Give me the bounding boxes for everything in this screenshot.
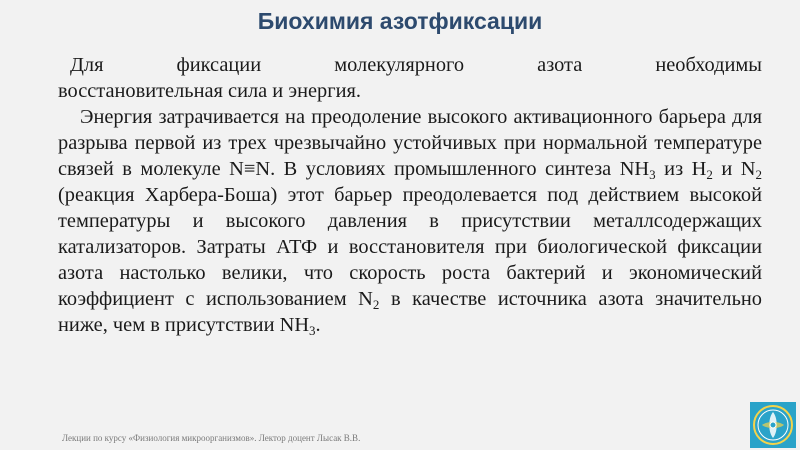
paragraph-2-part-5: в качестве источника азота значительно ниже, чем в присутствии NH bbox=[58, 288, 762, 336]
lecture-footer: Лекции по курсу «Физиология микроорганизмов». Лектор доцент Лысак В.В. bbox=[62, 433, 361, 443]
subscript-5: 3 bbox=[309, 323, 316, 338]
paragraph-2-part-2: из H bbox=[655, 158, 707, 180]
paragraph-2-part-3: и N bbox=[712, 158, 756, 180]
slide-title: Биохимия азотфиксации bbox=[257, 8, 543, 34]
paragraph-2-part-4: (реакция Харбера-Боша) этот барьер преодолевается под действием высокой температуры и высокого давления в присутствии металлсодержащих катализаторов. Затраты АТФ и восстановителя при биологической фиксации азота настолько велики, что скорость роста бактерий и экономический коэффициент с использованием N bbox=[58, 184, 762, 310]
paragraph-2-part-1: Энергия затрачивается на преодоление высокого активационного барьера для разрыва первой из трех чрезвычайно устойчивых при нормальной температуре связей в молекуле N≡N. В условиях промышленного синтеза NH bbox=[58, 106, 762, 180]
paragraph-1-line-2: восстановительная сила и энергия. bbox=[58, 80, 361, 102]
subscript-4: 2 bbox=[372, 297, 380, 312]
paragraph-2-part-6: . bbox=[315, 314, 321, 336]
subscript-3: 2 bbox=[755, 167, 762, 182]
subscript-1: 3 bbox=[649, 167, 656, 182]
slide-body bbox=[58, 52, 762, 338]
subscript-2: 2 bbox=[706, 167, 713, 182]
paragraph-1-line-1: Для фиксации молекулярного азота необходимы bbox=[70, 54, 762, 76]
university-emblem-icon bbox=[750, 402, 796, 448]
paragraph-2 bbox=[58, 104, 762, 338]
